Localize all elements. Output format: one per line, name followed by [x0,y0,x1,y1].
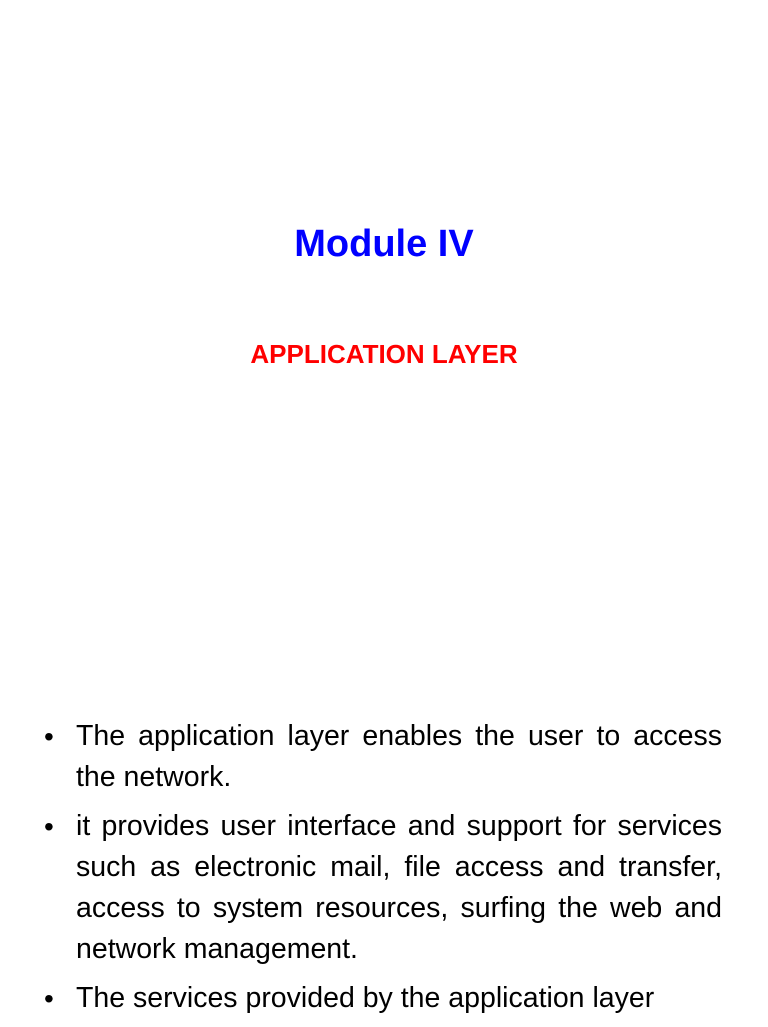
slide-subtitle: APPLICATION LAYER [250,339,518,369]
bullet-text: it provides user interface and support for services such as electronic mail, file access and transfer, access to system resources, surfing the web and network management. [76,810,722,965]
bullet-list [42,716,722,1027]
bullet-text: The application layer enables the user to access the network. [76,720,722,793]
bullet-text: The services provided by the application layer [76,982,655,1014]
slide-title: Module IV [294,223,474,265]
title-block [0,215,768,273]
bullet-item [42,806,722,970]
bullet-item [42,978,722,1019]
bullet-dot-icon: • [44,983,54,1014]
bullet-dot-icon: • [44,721,54,752]
bullet-dot-icon: • [44,811,54,842]
bullet-item [42,716,722,798]
